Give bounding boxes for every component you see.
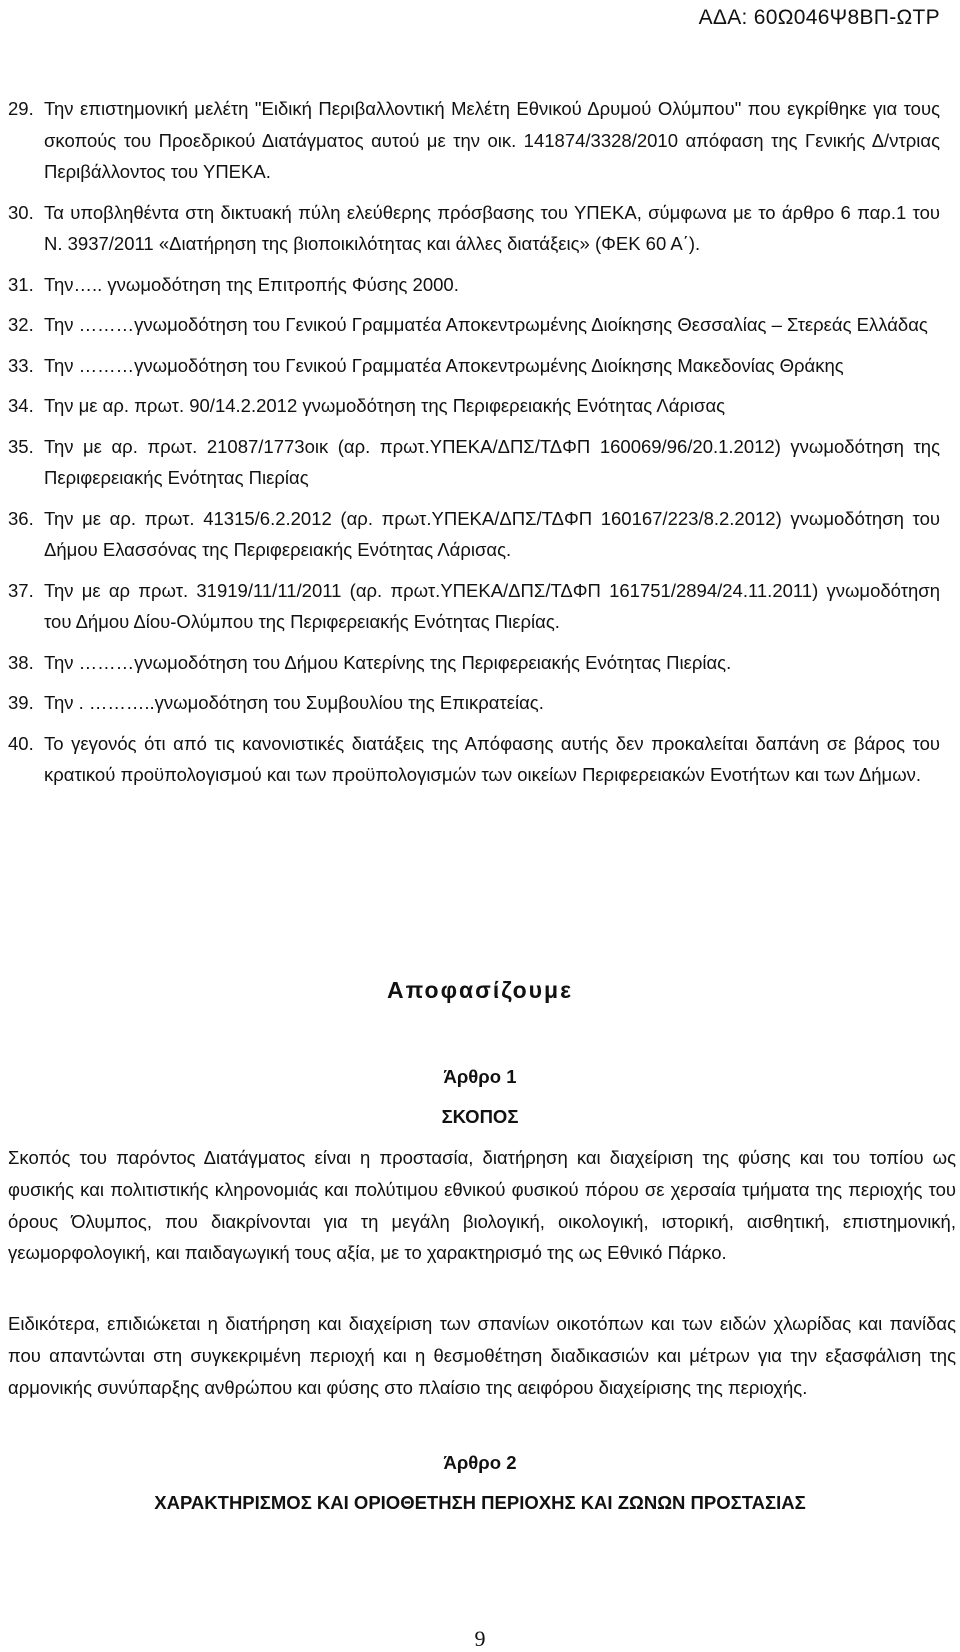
item-number: 34. — [8, 395, 34, 416]
item-text: Την ………γνωμοδότηση του Γενικού Γραμματέα Αποκεντρωμένης Διοίκησης Μακεδονίας Θράκης — [44, 354, 844, 376]
item-number: 35. — [8, 435, 34, 457]
item-number: 31. — [8, 273, 34, 295]
item-number: 36. — [8, 507, 34, 529]
item-number: 29. — [8, 98, 34, 119]
page-number: 9 — [474, 1626, 486, 1651]
item-text: Την….. γνωμοδότηση της Επιτροπής Φύσης 2000. — [44, 273, 459, 295]
list-item — [0, 575, 960, 638]
item-text: Την με αρ. πρωτ. 90/14.2.2012 γνωμοδότηση της Περιφερειακής Ενότητας Λάρισας — [44, 395, 726, 416]
item-text: Την ………γνωμοδότηση του Γενικού Γραμματέα Αποκεντρωμένης Διοίκησης Θεσσαλίας – Στερεάς Ελλάδας — [44, 314, 928, 335]
ada-code: ΑΔΑ: 60Ω046Ψ8ΒΠ-ΩΤΡ — [698, 6, 940, 29]
list-item — [0, 93, 960, 188]
item-number: 32. — [8, 314, 34, 335]
item-text: Την ………γνωμοδότηση του Δήμου Κατερίνης της Περιφερειακής Ενότητας Πιερίας. — [44, 651, 732, 673]
item-text: Τα υποβληθέντα στη δικτυακή πύλη ελεύθερης πρόσβασης του ΥΠΕΚΑ, σύμφωνα με το άρθρο 6 παρ.1 του Ν. 3937/2011 «Διατήρηση της βιοποικιλότητας και άλλες διατάξεις» (ΦΕΚ 60 Α΄). — [44, 201, 940, 254]
item-number: 30. — [8, 201, 34, 223]
list-item — [0, 728, 960, 791]
article-1-heading: ΣΚΟΠΟΣ — [441, 1106, 519, 1127]
item-number: 39. — [8, 692, 34, 713]
list-item — [0, 197, 960, 260]
considerations-list — [0, 93, 960, 800]
list-item — [0, 350, 960, 382]
list-item — [0, 309, 960, 341]
decision-heading: Αποφασίζουμε — [386, 977, 574, 1003]
item-number: 33. — [8, 354, 34, 376]
item-text: Την επιστημονική μελέτη "Ειδική Περιβαλλοντική Μελέτη Εθνικού Δρυμού Ολύμπου" που εγκρίθηκε για τους σκοπούς του Προεδρικού Διατάγματος αυτού με την οικ. 141874/3328/2010 απόφαση της Γενικής Δ/ντριας Περιβάλλοντος του ΥΠΕΚΑ. — [44, 98, 940, 182]
list-item — [0, 431, 960, 494]
item-text: Την . ………..γνωμοδότηση του Συμβουλίου της Επικρατείας. — [44, 692, 544, 713]
article-2-title: Άρθρο 2 — [443, 1452, 517, 1473]
item-text: Την με αρ πρωτ. 31919/11/11/2011 (αρ. πρωτ.ΥΠΕΚΑ/ΔΠΣ/ΤΔΦΠ 161751/2894/24.11.2011) γνωμοδότηση του Δήμου Δίου-Ολύμπου της Περιφερειακής Ενότητας Πιερίας. — [44, 579, 940, 632]
article-1-paragraph-1: Σκοπός του παρόντος Διατάγματος είναι η προστασία, διατήρηση και διαχείριση της φύσης και του τοπίου ως φυσικής και πολιτιστικής κληρονομιάς και πολύτιμου εθνικού φυσικού πόρου σε χερσαία τμήματα της περιοχής του όρους Όλυμπος, που διακρίνονται για τη μεγάλη βιολογική, οικολογική, ιστορική, αισθητική, επιστημονική, γεωμορφολογική, και παιδαγωγική τους αξία, με το χαρακτηρισμό της ως Εθνικό Πάρκο. — [8, 1147, 956, 1264]
list-item — [0, 503, 960, 566]
list-item — [0, 390, 960, 422]
item-text: Την με αρ. πρωτ. 41315/6.2.2012 (αρ. πρωτ.ΥΠΕΚΑ/ΔΠΣ/ΤΔΦΠ 160167/223/8.2.2012) γνωμοδότηση του Δήμου Ελασσόνας της Περιφερειακής Ενότητας Λάρισας. — [44, 507, 940, 560]
item-text: Το γεγονός ότι από τις κανονιστικές διατάξεις της Απόφασης αυτής δεν προκαλείται δαπάνη σε βάρος του κρατικού προϋπολογισμού και των προϋπολογισμών των οικείων Περιφερειακών Ενοτήτων και των Δήμων. — [44, 732, 940, 785]
list-item — [0, 647, 960, 679]
item-text: Την με αρ. πρωτ. 21087/1773οικ (αρ. πρωτ.ΥΠΕΚΑ/ΔΠΣ/ΤΔΦΠ 160069/96/20.1.2012) γνωμοδότηση της Περιφερειακής Ενότητας Πιερίας — [44, 435, 940, 488]
article-1-paragraph-2: Ειδικότερα, επιδιώκεται η διατήρηση και διαχείριση των σπανίων οικοτόπων και των ειδών χλωρίδας και πανίδας που απαντώνται στη συγκεκριμένη περιοχή και η θεσμοθέτηση διαδικασιών και μέτρων για την εξασφάλιση της αρμονικής συνύπαρξης ανθρώπου και φύσης στο πλαίσιο της αειφόρου διαχείρισης της περιοχής. — [8, 1313, 956, 1398]
list-item — [0, 687, 960, 719]
item-number: 37. — [8, 579, 34, 601]
article-1-title: Άρθρο 1 — [443, 1066, 517, 1087]
item-number: 38. — [8, 651, 34, 673]
article-2-heading: ΧΑΡΑΚΤΗΡΙΣΜΟΣ ΚΑΙ ΟΡΙΟΘΕΤΗΣΗ ΠΕΡΙΟΧΗΣ ΚΑΙ ΖΩΝΩΝ ΠΡΟΣΤΑΣΙΑΣ — [154, 1492, 806, 1513]
list-item — [0, 269, 960, 301]
item-number: 40. — [8, 732, 34, 754]
